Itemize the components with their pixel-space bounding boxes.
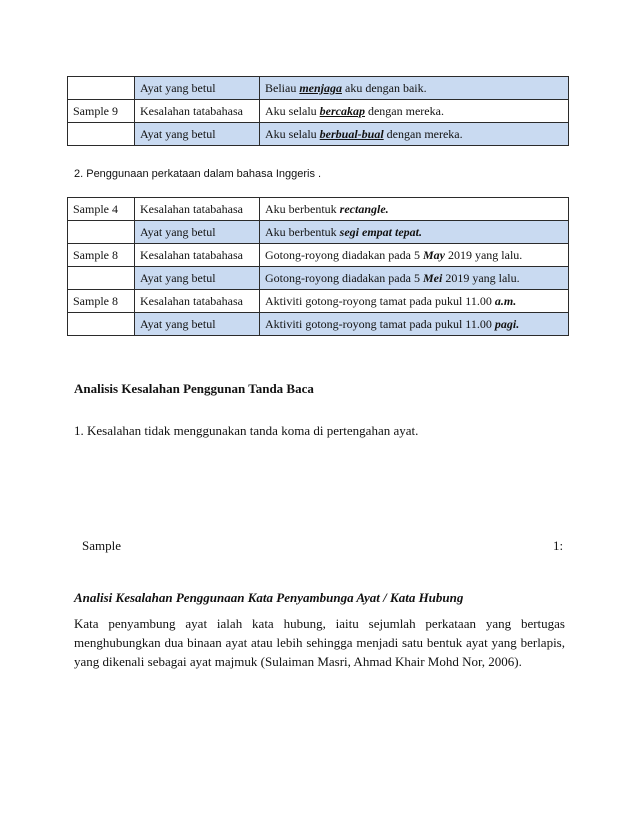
example-text: Aku berbentuk — [265, 201, 340, 216]
example-cell — [260, 100, 569, 123]
sample-cell: Sample 9 — [68, 100, 135, 123]
example-text: 2019 yang lalu. — [444, 247, 523, 262]
table-row — [68, 313, 569, 336]
type-cell: Ayat yang betul — [135, 123, 260, 146]
example-emphasis: menjaga — [299, 80, 342, 95]
example-text: aku dengan baik. — [342, 80, 427, 95]
sample-cell: Sample 8 — [68, 290, 135, 313]
example-cell — [260, 77, 569, 100]
error-table-1 — [67, 76, 569, 146]
example-text: Aku selalu — [265, 126, 320, 141]
example-cell — [260, 267, 569, 290]
type-cell: Kesalahan tatabahasa — [135, 244, 260, 267]
type-cell: Kesalahan tatabahasa — [135, 198, 260, 221]
example-text: Aktiviti gotong-royong tamat pada pukul 11.00 — [265, 293, 495, 308]
type-cell: Ayat yang betul — [135, 77, 260, 100]
section-heading-punctuation: Analisis Kesalahan Penggunan Tanda Baca — [74, 381, 314, 396]
sample-number: 1: — [553, 538, 564, 553]
example-emphasis: berbual-bual — [319, 126, 384, 141]
punctuation-point: 1. Kesalahan tidak menggunakan tanda koma di pertengahan ayat. — [74, 423, 419, 438]
type-cell: Ayat yang betul — [135, 267, 260, 290]
example-text: Gotong-royong diadakan pada 5 — [265, 247, 423, 262]
type-cell: Ayat yang betul — [135, 313, 260, 336]
subheading: 2. Penggunaan perkataan dalam bahasa Inggeris . — [74, 168, 322, 180]
sample-cell: Sample 4 — [68, 198, 135, 221]
example-cell — [260, 244, 569, 267]
table-row — [68, 290, 569, 313]
sample-cell — [68, 313, 135, 336]
example-text: dengan mereka. — [383, 126, 463, 141]
table-row — [68, 123, 569, 146]
example-emphasis: segi empat tepat. — [339, 224, 422, 239]
sample-cell — [68, 221, 135, 244]
sample-cell: Sample 8 — [68, 244, 135, 267]
example-emphasis: pagi. — [494, 316, 520, 331]
example-cell — [260, 290, 569, 313]
sample-cell — [68, 77, 135, 100]
example-cell — [260, 123, 569, 146]
example-text: Aku berbentuk — [265, 224, 340, 239]
sample-cell — [68, 267, 135, 290]
table-row — [68, 244, 569, 267]
example-text: Beliau — [265, 80, 300, 95]
example-text: Aktiviti gotong-royong tamat pada pukul 11.00 — [265, 316, 495, 331]
example-emphasis: Mei — [422, 270, 443, 285]
conjunction-paragraph: Kata penyambung ayat ialah kata hubung, iaitu sejumlah perkataan yang bertugas menghubungkan dua binaan ayat atau lebih sehingga menjadi satu bentuk ayat yang berlapis, yang dikenali sebagai ayat majmuk (Sulaiman Masri, Ahmad Khair Mohd Nor, 2006). — [74, 616, 565, 669]
table-row — [68, 198, 569, 221]
section-heading-conjunction: Analisi Kesalahan Penggunaan Kata Penyambunga Ayat / Kata Hubung — [74, 590, 464, 605]
type-cell: Ayat yang betul — [135, 221, 260, 244]
example-text: Aku selalu — [265, 103, 320, 118]
example-cell — [260, 313, 569, 336]
table-row — [68, 267, 569, 290]
table-row — [68, 77, 569, 100]
example-text: Gotong-royong diadakan pada 5 — [265, 270, 423, 285]
table-row — [68, 221, 569, 244]
example-text: dengan mereka. — [364, 103, 444, 118]
type-cell: Kesalahan tatabahasa — [135, 100, 260, 123]
example-emphasis: bercakap — [319, 103, 365, 118]
error-table-2 — [67, 197, 569, 336]
example-cell — [260, 221, 569, 244]
example-text: 2019 yang lalu. — [442, 270, 520, 285]
example-cell — [260, 198, 569, 221]
type-cell: Kesalahan tatabahasa — [135, 290, 260, 313]
example-emphasis: rectangle. — [339, 201, 389, 216]
sample-label: Sample — [82, 538, 121, 553]
sample-cell — [68, 123, 135, 146]
example-emphasis: May — [422, 247, 445, 262]
table-row — [68, 100, 569, 123]
example-emphasis: a.m. — [494, 293, 517, 308]
